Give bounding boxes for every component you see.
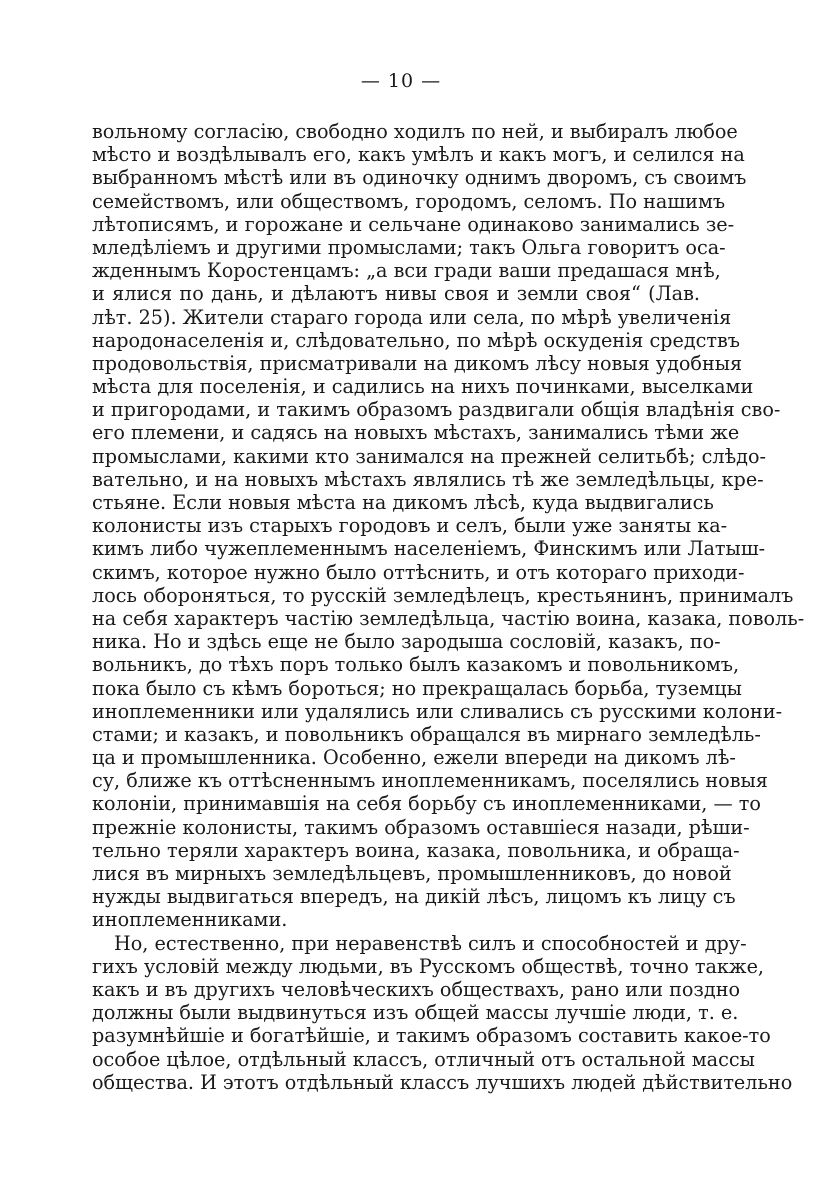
text-line: пока было съ кѣмъ бороться; но прекращалась борьба, туземцы — [92, 676, 742, 700]
text-line: лися въ мирныхъ земледѣльцевъ, промышленниковъ, до новой — [92, 862, 732, 885]
text-line: ника. Но и здѣсь еще не было зародыша сословій, казакъ, по- — [92, 630, 721, 654]
text-line: выбранномъ мѣстѣ или въ одиночку однимъ дворомъ, съ своимъ — [92, 166, 747, 190]
text-line: на себя характеръ частію земледѣльца, частію воина, казака, поволь- — [92, 606, 805, 630]
text-line: су, ближе къ оттѣсненнымъ иноплеменникамъ, поселялись новыя — [92, 769, 768, 793]
text-line: прежніе колонисты, такимъ образомъ оставшіеся назади, рѣши- — [92, 815, 750, 839]
text-line: общества. И этотъ отдѣльный классъ лучшихъ людей дѣйствительно — [92, 1070, 793, 1094]
text-line: иноплеменниками. — [92, 908, 288, 932]
paragraph — [92, 931, 793, 1094]
text-line: колоніи, принимавшія на себя борьбу съ иноплеменниками, — то — [92, 792, 761, 816]
text-line: должны были выдвинуться изъ общей массы лучшіе люди, т. е. — [92, 1001, 739, 1025]
text-line: скимъ, которое нужно было оттѣснить, и отъ котораго приходи- — [92, 560, 745, 584]
text-line: мѣсто и воздѣлывалъ его, какъ умѣлъ и какъ могъ, и селился на — [92, 143, 745, 167]
text-line: иноплеменники или удалялись или сливались съ русскими колони- — [92, 699, 783, 723]
text-line: лѣт. 25). Жители стараго города или села, по мѣрѣ увеличенія — [92, 305, 732, 329]
text-line: особое цѣлое, отдѣльный классъ, отличный отъ остальной массы — [92, 1047, 755, 1071]
text-line: тельно теряли характеръ воина, казака, повольника, и обраща- — [92, 838, 740, 862]
body-text — [92, 120, 805, 1094]
text-line: народонаселенія и, слѣдовательно, по мѣрѣ оскуденія средствъ — [92, 328, 741, 352]
text-line: семействомъ, или обществомъ, городомъ, селомъ. По нашимъ — [92, 189, 726, 213]
text-line: лось обороняться, то русскій земледѣлецъ, крестьянинъ, принималъ — [92, 583, 794, 607]
text-line: стьяне. Если новыя мѣста на дикомъ лѣсѣ, куда выдвигались — [92, 491, 714, 514]
book-page — [92, 70, 805, 1094]
text-line: Но, естественно, при неравенствѣ силъ и способностей и дру- — [114, 931, 747, 955]
text-line: какъ и въ другихъ человѣческихъ обществахъ, рано или поздно — [92, 977, 741, 1001]
text-line: и ялися по дань, и дѣлаютъ нивы своя и земли своя“ (Лав. — [92, 282, 700, 306]
text-line: разумнѣйшіе и богатѣйшіе, и такимъ образомъ составить какое-то — [92, 1024, 771, 1048]
text-line: вольникъ, до тѣхъ поръ только былъ казакомъ и повольникомъ, — [92, 653, 740, 677]
text-line: жденнымъ Коростенцамъ: „а вси гради ваши предашася мнѣ, — [92, 259, 721, 283]
text-line: вольному согласію, свободно ходилъ по ней, и выбиралъ любое — [92, 120, 738, 143]
text-line: и пригородами, и такимъ образомъ раздвигали общія владѣнія сво- — [92, 398, 781, 422]
text-line: продовольствія, присматривали на дикомъ лѣсу новыя удобныя — [92, 351, 743, 375]
page-number: — 10 — — [360, 70, 442, 92]
text-line: его племени, и садясь на новыхъ мѣстахъ, занимались тѣми же — [92, 421, 740, 445]
text-line: мледѣліемъ и другими промыслами; такъ Ольга говоритъ оса- — [92, 235, 726, 259]
text-line: мѣста для поселенія, и садились на нихъ починками, выселками — [92, 375, 754, 399]
text-line: лѣтописямъ, и горожане и сельчане одинаково занимались зе- — [92, 212, 735, 236]
text-line: ца и промышленника. Особенно, ежели впереди на дикомъ лѣ- — [92, 746, 736, 770]
text-line: колонисты изъ старыхъ городовъ и селъ, были уже заняты ка- — [92, 514, 728, 538]
text-line: гихъ условій между людьми, въ Русскомъ обществѣ, точно также, — [92, 954, 765, 978]
text-line: кимъ либо чужеплеменнымъ населеніемъ, Финскимъ или Латыш- — [92, 537, 766, 561]
text-line: промыслами, какими кто занимался на прежней селитьбѣ; слѣдо- — [92, 444, 766, 468]
text-line: нужды выдвигаться впередъ, на дикій лѣсъ, лицомъ къ лицу съ — [92, 885, 736, 909]
text-line: вательно, и на новыхъ мѣстахъ являлись тѣ же земледѣльцы, кре- — [92, 467, 764, 491]
text-line: стами; и казакъ, и повольникъ обращался въ мирнаго земледѣль- — [92, 722, 761, 746]
paragraph — [92, 120, 805, 932]
